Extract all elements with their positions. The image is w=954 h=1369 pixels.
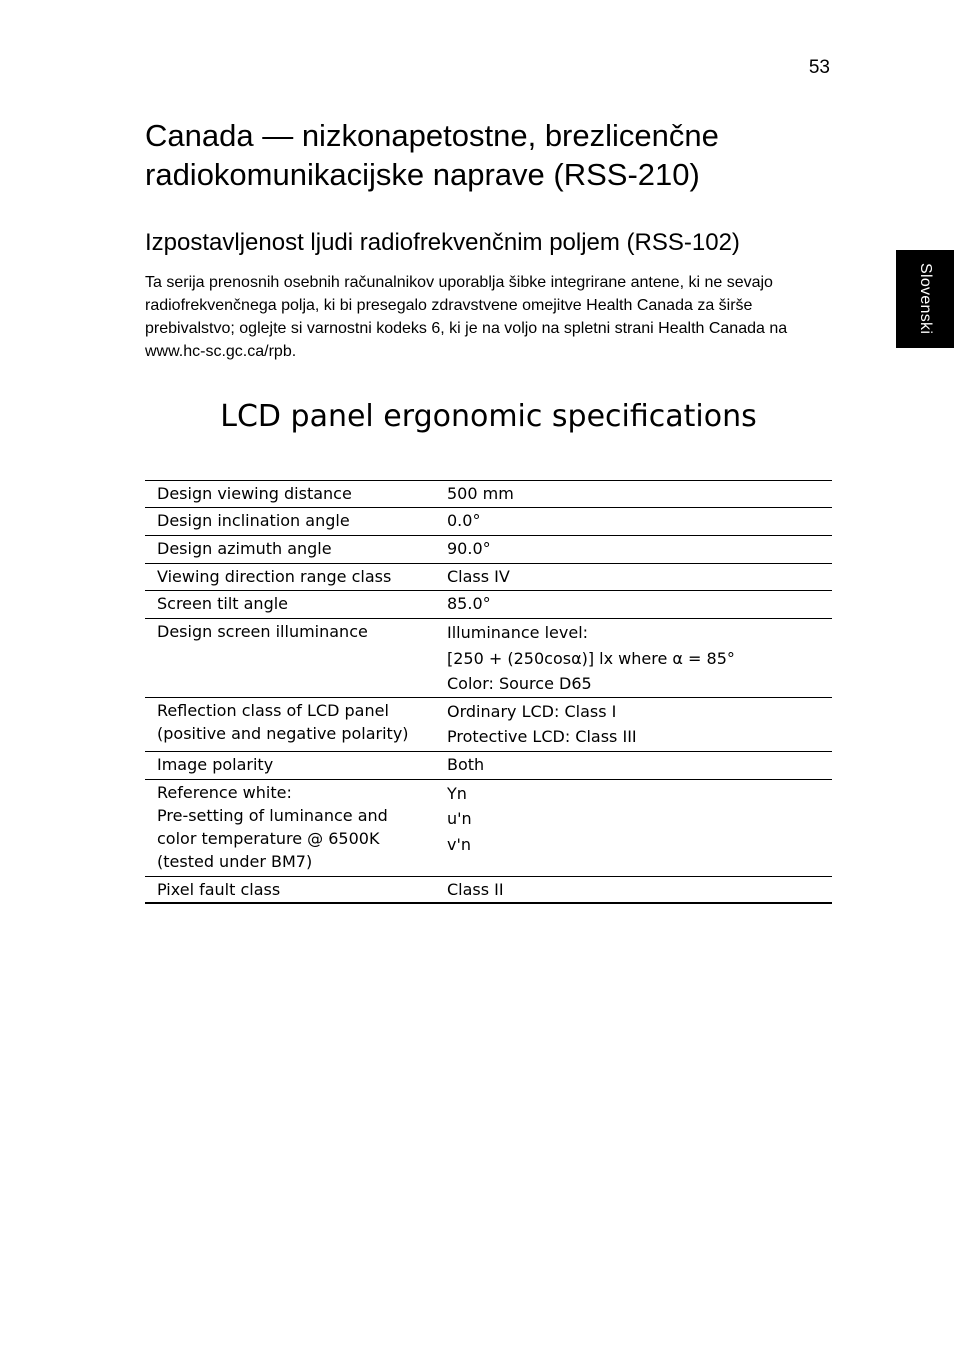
table-cell-label [145,508,447,536]
table-row [145,481,832,508]
table-row [145,564,832,591]
table-value-line: Ordinary LCD: Class I [447,701,617,721]
table-cell-value [447,876,832,903]
table-cell-value [447,481,832,508]
table-row [145,591,832,619]
table-cell-label [145,619,447,698]
table-cell-label [145,481,447,508]
table-value-line: 500 mm [447,484,514,503]
table-value-line: Protective LCD: Class III [447,727,637,746]
table-label-line: (tested under BM7) [157,851,313,871]
table-row [145,619,832,698]
table-label-line: Design inclination angle [157,511,350,530]
table-label-line: Design viewing distance [157,484,352,503]
table-cell-label [145,564,447,591]
table-cell-value [447,779,832,876]
table-label-line: Reflection class of LCD panel [157,700,389,720]
table-value-line: Both [447,754,485,774]
table-value-line: 0.0° [447,511,481,530]
table-label-line: (positive and negative polarity) [157,723,409,743]
table-label-line: Image polarity [157,754,274,774]
table-value-line: Class IV [447,567,510,586]
table-value-line: 85.0° [447,594,491,613]
table-cell-value [447,697,832,751]
lcd-spec-title: LCD panel ergonomic specifications [220,399,757,434]
table-row [145,536,832,564]
table-label-line: Pre-setting of luminance and [157,805,388,825]
table-row [145,779,832,876]
table-cell-value [447,564,832,591]
table-cell-label [145,779,447,876]
table-row [145,876,832,903]
table-cell-label [145,876,447,903]
table-cell-value [447,508,832,536]
table-value-line: u'n [447,809,472,828]
table-row [145,508,832,536]
table-label-line: Viewing direction range class [157,567,392,586]
table-label-line: Design screen illuminance [157,622,368,641]
body-paragraph: Ta serija prenosnih osebnih računalnikov uporablja šibke integrirane antene, ki ne sevajo radiofrekvenčnega polja, ki bi presegalo zdravstvene omejitve Health Canada za širše prebivalstvo; oglejte si varnostni kodeks 6, ki je na voljo na spletni strani Health Canada na www.hc-sc.gc.ca/rpb. [145,274,788,360]
table-cell-label [145,591,447,619]
table-value-line: v'n [447,834,472,854]
subsection-title: Izpostavljenost ljudi radiofrekvenčnim poljem (RSS-102) [145,229,740,256]
table-label-line: Design azimuth angle [157,539,332,558]
section-title: Canada — nizkonapetostne, brezlicenčne radiokomunikacijske naprave (RSS-210) [145,118,719,192]
table-cell-value [447,751,832,779]
table-label-line: Screen tilt angle [157,594,289,613]
table-label-line: Pixel fault class [157,879,281,899]
table-cell-label [145,751,447,779]
table-value-line: Yn [447,783,467,803]
language-side-tab [896,250,954,348]
table-cell-label [145,697,447,751]
language-side-tab-label: Slovenski [917,263,934,335]
table-row [145,697,832,751]
table-value-line: Class II [447,879,504,899]
table-value-line: Color: Source D65 [447,674,592,693]
table-value-line: 90.0° [447,539,491,558]
table-value-line: [250 + (250cosα)] lx where α = 85° [447,648,735,668]
table-cell-value [447,619,832,698]
table-cell-value [447,536,832,564]
lcd-spec-table-body [145,481,832,904]
table-value-line: Illuminance level: [447,623,589,642]
page-number: 53 [808,57,830,78]
table-row [145,751,832,779]
lcd-spec-table [145,480,832,904]
table-cell-label [145,536,447,564]
table-cell-value [447,591,832,619]
table-label-line: Reference white: [157,782,292,802]
table-label-line: color temperature @ 6500K [157,828,380,848]
